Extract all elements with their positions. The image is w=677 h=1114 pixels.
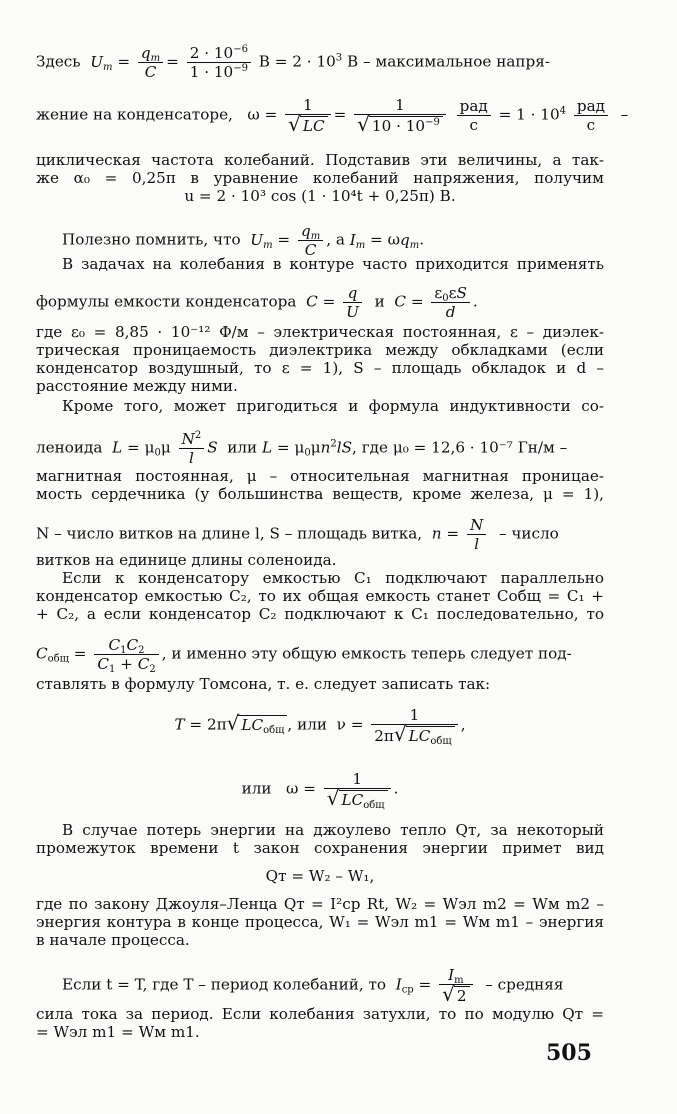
paragraph-capacitance: формулы емкости конденсатора C = $\frac{q}{U}$ и C = $\frac{\varepsilon_0\varepsilon S}{d}$ . bbox=[36, 284, 478, 321]
fraction: $\frac{I_m}{√ 2}$ bbox=[439, 966, 472, 1005]
text-line: сила тока за период. Если колебания затухли, то по модулю Qт = bbox=[36, 1005, 604, 1023]
text-line: трическая проницаемость диэлектрика между обкладками (если bbox=[36, 341, 604, 359]
text-line: где ε₀ = 8,85 · 10⁻¹² Ф/м – электрическая постоянная, ε – диэлек- bbox=[36, 323, 604, 341]
text-line: промежуток времени t закон сохранения энергии примет вид bbox=[36, 839, 604, 857]
paragraph-um: Здесь $U_m$ = $\frac{q_m}{C}$ = $\frac{2 \cdot 10^{-6}}{1 \cdot 10^{-9}}$ $В = 2 \cdot 10^3$ В – максимальное напря- bbox=[36, 44, 550, 81]
paragraph-turns: N – число витков на длине l, S – площадь витка, n = $\frac{N}{l}$ – число bbox=[36, 516, 559, 553]
text-line: конденсатор воздушный, то ε = 1), S – площадь обкладок и d – bbox=[36, 359, 604, 377]
equation-omega: или ω = $\frac{1}{√ LC_{общ}}$ . bbox=[241, 770, 399, 811]
text-line: расстояние между ними. bbox=[36, 377, 238, 395]
text: , где μ₀ = 12,6 · 10⁻⁷ Гн/м – bbox=[352, 438, 568, 457]
fraction: $\frac{1}{√ LC}$ bbox=[285, 96, 330, 135]
page-number: 505 bbox=[546, 1040, 592, 1066]
fraction: $\frac{q_m}{C}$ bbox=[298, 222, 323, 259]
fraction: $\frac{\varepsilon_0\varepsilon S}{d}$ bbox=[431, 284, 470, 321]
text: Здесь bbox=[36, 52, 81, 71]
text: леноида bbox=[36, 438, 103, 457]
text: жение на конденсаторе, bbox=[36, 105, 233, 124]
text: и bbox=[374, 292, 385, 311]
equation-thomson: T = 2π√ $LC_{общ}$ , или ν = $\frac{1}{2\pi√ LC_{общ}}$ , bbox=[174, 706, 466, 747]
text-line: в начале процесса. bbox=[36, 931, 190, 949]
fraction: $\frac{2 \cdot 10^{-6}}{1 \cdot 10^{-9}}$ bbox=[187, 44, 251, 81]
text: В – максимальное напря- bbox=[346, 52, 550, 71]
text: – число bbox=[498, 524, 559, 543]
fraction: $\frac{q_m}{C}$ bbox=[138, 44, 163, 81]
text: или bbox=[241, 779, 272, 798]
text-line: мость сердечника (у большинства веществ, кроме железа, μ = 1), bbox=[36, 485, 604, 503]
text-line: витков на единице длины соленоида. bbox=[36, 551, 337, 569]
text: или bbox=[227, 438, 258, 457]
paragraph-omega: жение на конденсаторе, ω = $\frac{1}{√ LC}$ = $\frac{1}{√ 10 \cdot 10^{-9}}$ $\frac{\text{рад}}{с}$ = $1 \cdot 10^4$ $\frac{\text{рад}}{с}$ – bbox=[36, 96, 629, 136]
fraction: $\frac{1}{√ 10 \cdot 10^{-9}}$ bbox=[354, 96, 446, 135]
text: Полезно помнить, что bbox=[62, 230, 241, 249]
text-line: Если к конденсатору емкостью C₁ подключают параллельно bbox=[62, 569, 604, 587]
text-line: же α₀ = 0,25π в уравнение колебаний напряжения, получим bbox=[36, 169, 604, 187]
equation: u = 2 · 10³ cos (1 · 10⁴t + 0,25π) В. bbox=[184, 187, 456, 205]
fraction: $\frac{1}{√ LC_{общ}}$ bbox=[324, 770, 391, 809]
text: В = 2 · 10 bbox=[258, 52, 336, 71]
text-line: конденсатор емкостью C₂, то их общая емкость станет Cобщ = C₁ + bbox=[36, 587, 604, 605]
text: – bbox=[620, 105, 629, 124]
text-line: ставлять в формулу Томсона, т. е. следует записать так: bbox=[36, 675, 491, 693]
text: N – число витков на длине l, S – площадь витка, bbox=[36, 524, 423, 543]
text-line: циклическая частота колебаний. Подставив эти величины, а так- bbox=[36, 151, 604, 169]
text-line: = Wэл m1 = Wм m1. bbox=[36, 1023, 200, 1041]
fraction: $\frac{\text{рад}}{с}$ bbox=[457, 97, 491, 134]
text: , а bbox=[326, 230, 345, 249]
fraction: $\frac{C_1C_2}{C_1 + C_2}$ bbox=[94, 636, 158, 673]
text-line: В задачах на колебания в контуре часто приходится применять bbox=[62, 255, 604, 273]
text: Если t = T, где T – период колебаний, то bbox=[62, 975, 387, 994]
paragraph-current: Если t = T, где T – период колебаний, то $I_{ср}$ = $\frac{I_m}{√ 2}$ – средняя bbox=[62, 966, 564, 1006]
fraction: $\frac{\text{рад}}{с}$ bbox=[574, 97, 608, 134]
fraction: $\frac{1}{2\pi√ LC_{общ}}$ bbox=[371, 706, 457, 745]
text-line: В случае потерь энергии на джоулево тепло Qт, за некоторый bbox=[62, 821, 604, 839]
text-line: где по закону Джоуля–Ленца Qт = I²ср Rt, W₂ = Wэл m2 = Wм m2 – bbox=[36, 895, 604, 913]
text: , и именно эту общую емкость теперь следует под- bbox=[161, 644, 572, 663]
equation: Qт = W₂ – W₁, bbox=[265, 867, 375, 885]
paragraph-remember: Полезно помнить, что $U_m$ = $\frac{q_m}{C}$ , а $I_m = \omega q_m$. bbox=[62, 222, 425, 259]
fraction: $\frac{N}{l}$ bbox=[467, 516, 486, 553]
text-line: Кроме того, может пригодиться и формула индуктивности со- bbox=[62, 397, 604, 415]
text: = 1 · 10 bbox=[498, 105, 560, 124]
fraction: $\frac{q}{U}$ bbox=[343, 284, 362, 321]
paragraph-series: $C_{общ}$ = $\frac{C_1C_2}{C_1 + C_2}$ , и именно эту общую емкость теперь следует под- bbox=[36, 636, 572, 675]
text-line: + C₂, а если конденсатор C₂ подключают к C₁ последовательно, то bbox=[36, 605, 604, 623]
text-line: магнитная постоянная, μ – относительная магнитная проницае- bbox=[36, 467, 604, 485]
fraction: $\frac{N^2}{l}$ bbox=[179, 430, 205, 467]
text-line: энергия контура в конце процесса, W₁ = Wэл m1 = Wм m1 – энергия bbox=[36, 913, 604, 931]
paragraph-inductance: леноида $L = \mu_0\mu$ $\frac{N^2}{l}$ S или $L = \mu_0\mu n^2lS$, где μ₀ = 12,6 · 10⁻⁷ Гн/м – bbox=[36, 430, 568, 467]
text: – средняя bbox=[485, 975, 564, 994]
text: формулы емкости конденсатора bbox=[36, 292, 297, 311]
text: , или bbox=[287, 715, 327, 734]
